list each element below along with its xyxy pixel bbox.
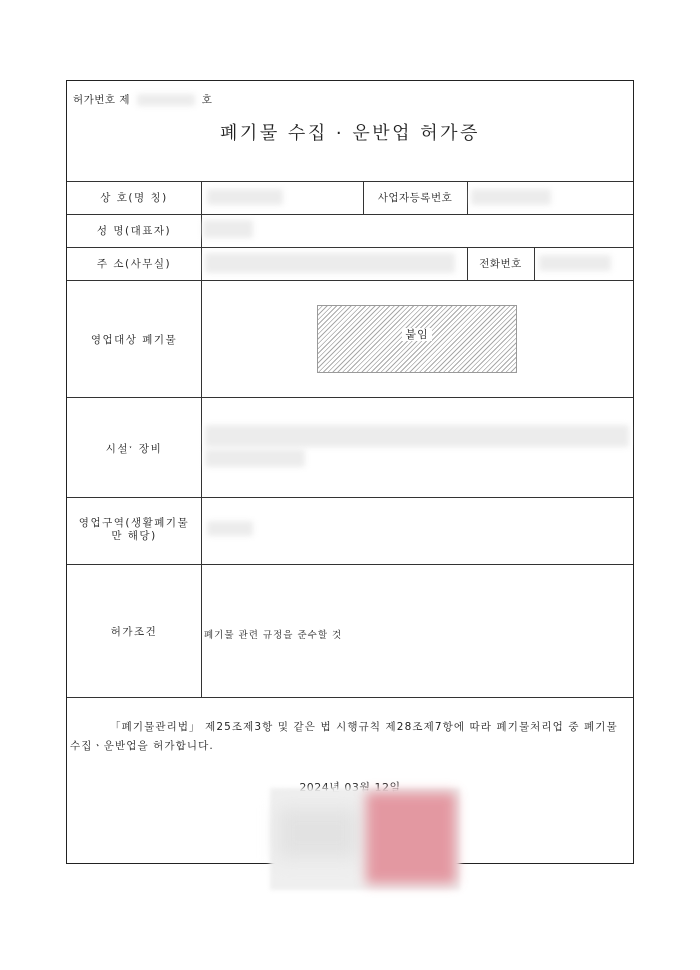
- official-seal: [270, 788, 460, 890]
- column-divider: [534, 247, 535, 280]
- permit-certificate: [66, 80, 634, 864]
- business-area-label: 영업구역(생활폐기물 만 해당): [78, 517, 190, 542]
- divider: [67, 214, 633, 215]
- waste-type-label: 영업대상 폐기물: [90, 334, 178, 346]
- redacted-facility-info-2: [205, 449, 305, 467]
- redacted-business-reg-number: [471, 189, 551, 205]
- redacted-business-area: [207, 521, 253, 536]
- permit-condition-value: 폐기물 관련 규정을 준수할 것: [204, 630, 343, 641]
- redacted-facility-info: [205, 425, 629, 447]
- redacted-permit-number: [137, 94, 195, 106]
- address-label: 주 소(사무실): [96, 258, 172, 270]
- divider: [67, 697, 633, 698]
- facility-equipment-label: 시설ˑ 장비: [105, 443, 163, 455]
- business-reg-label: 사업자등록번호: [377, 192, 453, 204]
- redacted-address: [205, 253, 455, 273]
- permit-number-suffix: 호: [201, 94, 213, 106]
- divider: [67, 181, 633, 182]
- phone-label: 전화번호: [479, 258, 522, 270]
- redacted-phone: [539, 255, 611, 271]
- permit-statement: 「폐기물관리법」 제25조제3항 및 같은 법 시행규칙 제28조제7항에 따라 폐기물처리업 중 폐기물수집ㆍ운반업을 허가합니다.: [70, 721, 618, 752]
- column-divider: [201, 181, 202, 697]
- document-title: 폐기물 수집 · 운반업 허가증: [220, 123, 480, 144]
- redacted-company-name: [207, 189, 283, 205]
- column-divider: [467, 181, 468, 214]
- redacted-representative: [203, 220, 253, 238]
- divider: [67, 280, 633, 281]
- divider: [67, 397, 633, 398]
- divider: [67, 564, 633, 565]
- divider: [67, 497, 633, 498]
- company-name-label: 상 호(명 칭): [100, 192, 168, 204]
- divider: [67, 247, 633, 248]
- attachment-text: 붙임: [402, 328, 431, 341]
- attachment-placeholder: [317, 305, 517, 373]
- permit-number: [73, 92, 212, 107]
- representative-label: 성 명(대표자): [96, 225, 172, 237]
- permit-condition-label: 허가조건: [110, 626, 158, 638]
- permit-number-prefix: 허가번호 제: [73, 94, 131, 106]
